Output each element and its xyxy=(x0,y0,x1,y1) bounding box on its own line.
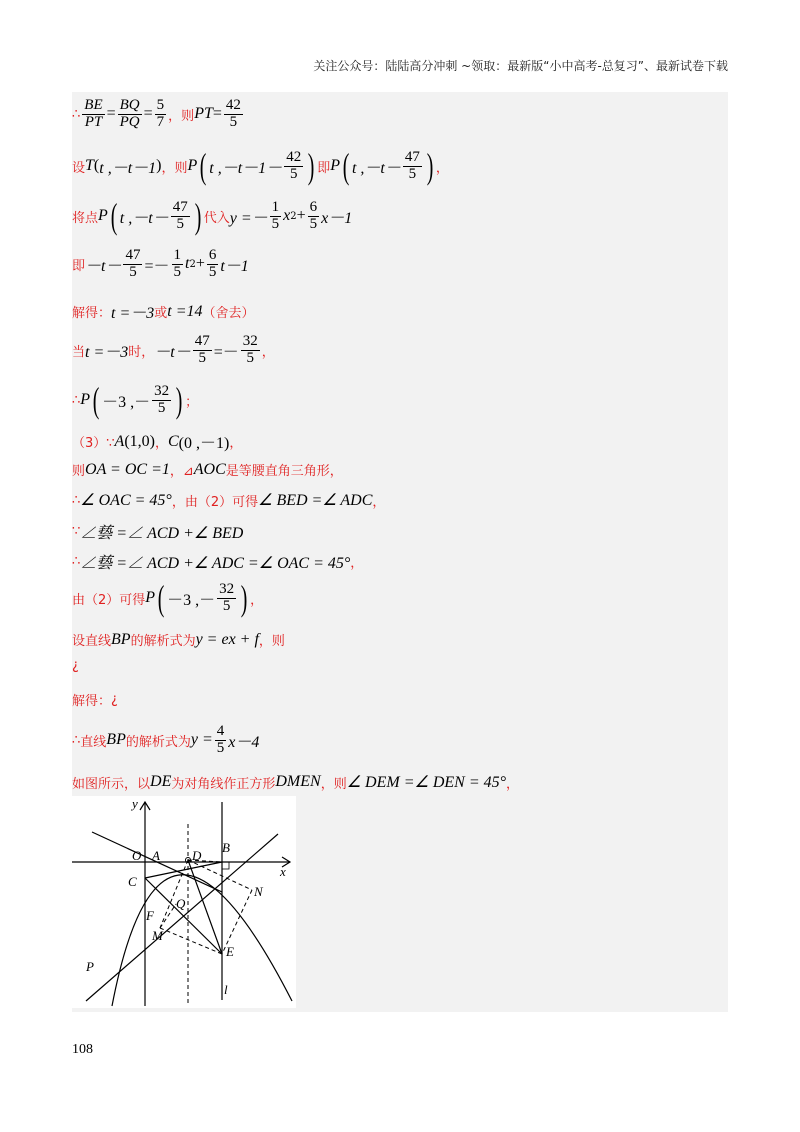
line-11: ∵ ∠兿 =∠ ACD +∠ BED xyxy=(72,524,244,542)
fraction: $\frac{47}{5}$ xyxy=(125,247,141,280)
label-d: D xyxy=(192,848,202,863)
line-13: 由（2）可得 P ( －3 ,－ $\frac{32}{5}$ ) ， xyxy=(72,578,264,618)
line-4: 即 －t－ $\frac{47}{5}$ =－ $\frac{1}{5}$ t 2 + $\frac{6}{5}$ t－1 xyxy=(72,247,249,280)
line-5: 解得： t =－3 或 t =14 （舍去） xyxy=(72,302,255,322)
line-17: ∴ 直线 BP 的解析式为 y = $\frac{4}{5}$ x－4 xyxy=(72,723,260,756)
fraction: $\frac{BQ}{PQ}$ xyxy=(119,97,140,130)
line-9: 则 OA = OC =1 ，⊿ AOC 是等腰直角三角形， xyxy=(72,460,343,479)
fraction: $\frac{32}{5}$ xyxy=(154,382,170,416)
fraction: $\frac{42}{5}$ xyxy=(225,97,241,130)
line-7: ∴ P ( －3 ,－ $\frac{32}{5}$ ) ； xyxy=(72,380,199,420)
line-16: 解得： ¿ xyxy=(72,692,118,709)
line-6: 当 t =－3 时， －t－ $\frac{47}{5}$ =－ $\frac{32}{5}$ ， xyxy=(72,333,275,366)
geometry-figure xyxy=(72,796,296,1012)
label-f: F xyxy=(146,908,154,923)
line-14: 设直线 BP 的解析式为 y = ex + f ，则 xyxy=(72,630,285,649)
figure-svg xyxy=(72,796,296,1008)
fraction: $\frac{32}{5}$ xyxy=(242,333,258,366)
label-y: y xyxy=(132,796,138,811)
fraction: $\frac{1}{5}$ xyxy=(271,198,280,232)
fraction: $\frac{47}{5}$ xyxy=(194,333,210,366)
fraction: $\frac{5}{7}$ xyxy=(156,97,165,130)
page-number: 108 xyxy=(72,1042,93,1057)
line-2: 设 T ( t ,－t－1 ) ，则 P ( t ,－t－1－ $\frac{42}{5}$ ) 即 P ( t ,－t－ $\frac{47}{5}$ ) ， xyxy=(72,146,449,186)
label-n: N xyxy=(254,884,263,899)
fraction: $\frac{1}{5}$ xyxy=(173,247,181,280)
line-12: ∴ ∠兿 =∠ ACD +∠ ADC =∠ OAC = 45° ， xyxy=(72,554,364,572)
page-header: 关注公众号：陆陆高分冲刺 ~领取：最新版“小中高考-总复习”、最新试卷下载 xyxy=(313,59,728,73)
fraction: $\frac{BE}{PT}$ xyxy=(84,97,103,130)
line-8: （3）∵ A (1,0) ， C (0 ,－1) ， xyxy=(72,432,243,452)
fraction: $\frac{6}{5}$ xyxy=(208,247,217,280)
label-e: E xyxy=(226,944,234,959)
label-o: O xyxy=(132,848,142,863)
label-p: P xyxy=(86,959,94,974)
fraction: $\frac{32}{5}$ xyxy=(219,580,235,614)
label-l: l xyxy=(224,982,228,997)
fraction: $\frac{6}{5}$ xyxy=(309,198,318,232)
line-3: 将点 P ( t ,－t－ $\frac{47}{5}$ ) 代入 y =－ $\frac{1}{5}$ x 2 + $\frac{6}{5}$ x－1 xyxy=(72,196,353,236)
line-18: 如图所示，以 DE 为对角线作正方形 DMEN ，则 ∠ DEM =∠ DEN = 45° ， xyxy=(72,773,520,792)
label-b: B xyxy=(222,840,230,855)
label-q: Q xyxy=(176,896,186,911)
label-m: M xyxy=(152,928,163,943)
fraction: $\frac{42}{5}$ xyxy=(286,148,302,182)
line-10: ∴ ∠ OAC = 45° ，由（2）可得 ∠ BED =∠ ADC ， xyxy=(72,492,386,510)
fraction: $\frac{47}{5}$ xyxy=(172,198,188,232)
line-1: ∴ $\frac{BE}{PT}$ = $\frac{BQ}{PQ}$ = $\frac{5}{7}$ ，则 PT = $\frac{42}{5}$ xyxy=(72,97,241,130)
fraction: $\frac{4}{5}$ xyxy=(216,723,225,756)
line-15: ¿ xyxy=(72,658,79,673)
label-a: A xyxy=(152,848,160,863)
label-x: x xyxy=(280,864,286,879)
label-c: C xyxy=(128,874,137,889)
fraction: $\frac{47}{5}$ xyxy=(404,148,420,182)
